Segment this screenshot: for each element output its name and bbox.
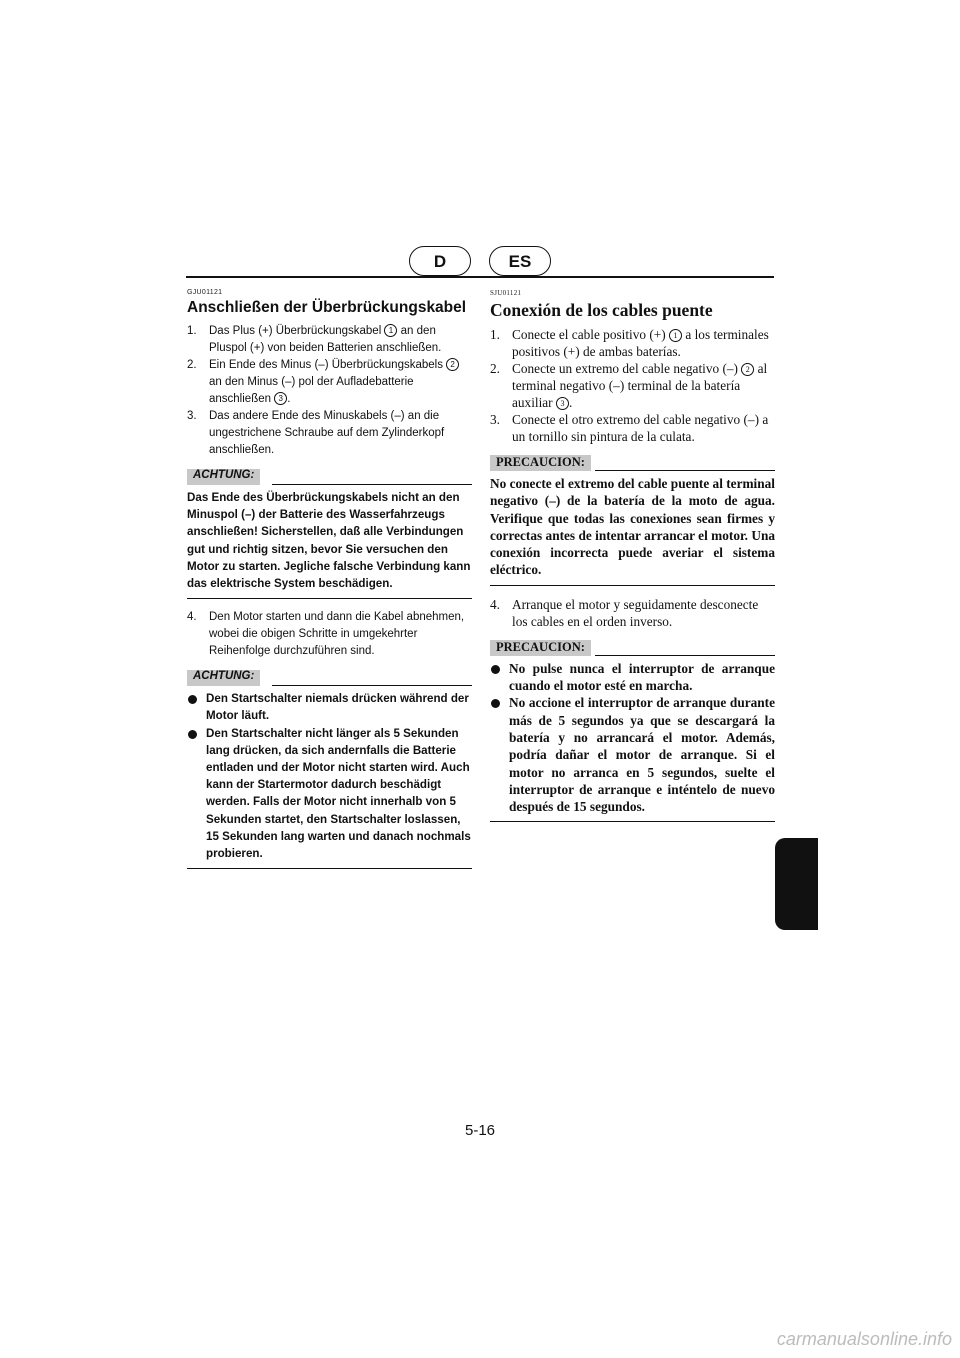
warning-header (490, 453, 775, 475)
section-code: GJU01121 (187, 289, 223, 296)
german-column (187, 289, 472, 879)
warning-header (490, 638, 775, 660)
steps-list-continued (187, 609, 472, 660)
header-rule (186, 276, 774, 278)
bullet-icon (188, 695, 197, 704)
warning-bullets (490, 660, 775, 823)
steps-list (187, 323, 472, 459)
bullet-icon (491, 665, 500, 674)
list-item: Den Startschalter nicht länger als 5 Sekunden lang drücken, da sich andernfalls die Batterie entladen und der Motor nicht starten wird. Auch kann der Startermotor dadurch beschädigt werden. Falls der Motor nicht innerhalb von 5 Sekunden startet, den Startschalter loslassen, 15 Sekunden lang warten und danach nochmals probieren. (187, 725, 472, 863)
warning-rule (595, 655, 775, 656)
spanish-column (490, 289, 775, 832)
step-3: 3. Conecte el otro extremo del cable negativo (–) a un tornillo sin pintura de la culata. (490, 412, 769, 444)
warning-rule (272, 484, 472, 485)
steps-list (490, 326, 775, 445)
warning-bullets (187, 690, 472, 869)
bullet-icon (188, 730, 197, 739)
language-tabs (186, 246, 774, 276)
page-number: 5-16 (464, 1122, 496, 1139)
tab-spanish: ES (489, 246, 551, 276)
step-2: 2. Conecte un extremo del cable negativo (–) 2 al terminal negativo (–) terminal de la batería auxiliar 3 . (490, 361, 768, 410)
step-4: 4. Den Motor starten und dann die Kabel abnehmen, wobei die obigen Schritte in umgekehrter Reihenfolge durchzuführen sind. (187, 611, 465, 658)
chapter-thumb-tab (775, 838, 818, 930)
callout-3-icon: 3 (556, 397, 569, 410)
list-item: No pulse nunca el interruptor de arranque cuando el motor esté en marcha. (490, 660, 775, 695)
list-item: No accione el interruptor de arranque durante más de 5 segundos ya que se descargará la batería y no arrancará el motor. Además, podría dañar el motor de arranque. Si el motor no arranca en 5 segundos, suelte el interruptor de arranque e inténtelo de nuevo después de 15 segundos. (490, 694, 775, 815)
tab-german: D (409, 246, 471, 276)
warning-rule (595, 470, 775, 471)
step-1: 1. Conecte el cable positivo (+) 1 a los terminales positivos (+) de ambas baterías. (490, 327, 769, 359)
callout-2-icon: 2 (741, 363, 754, 376)
section-code: SJU01121 (490, 289, 522, 297)
callout-1-icon: 1 (669, 329, 682, 342)
section-title: Anschließen der Überbrückungskabel (187, 299, 467, 316)
step-3: 3. Das andere Ende des Minuskabels (–) an die ungestrichene Schraube auf dem Zylinderkopf anschließen. (187, 410, 445, 456)
callout-1-icon: 1 (384, 324, 397, 337)
warning-text: Das Ende des Überbrückungskabels nicht an den Minuspol (–) der Batterie des Wasserfahrzeugs anschließen! Sicherstellen, daß alle Verbindungen gut und richtig sitzen, bevor Sie versuchen den Motor zu starten. Jegliche falsche Verbindung kann das elektrische System beschädigen. (187, 489, 472, 599)
step-1: 1. Das Plus (+) Überbrückungskabel 1 an den Pluspol (+) von beiden Batterien anschließen. (187, 325, 442, 354)
callout-3-icon: 3 (274, 392, 287, 405)
warning-label: PRECAUCION: (490, 640, 591, 656)
callout-2-icon: 2 (446, 358, 459, 371)
step-4: 4. Arranque el motor y seguidamente desconecte los cables en el orden inverso. (490, 596, 759, 629)
watermark: carmanualsonline.info (776, 1329, 952, 1349)
warning-label: ACHTUNG: (187, 670, 260, 686)
steps-list-continued (490, 596, 775, 630)
warning-rule (272, 685, 472, 686)
warning-label: ACHTUNG: (187, 469, 260, 485)
section-title: Conexión de los cables puente (490, 300, 713, 320)
step-2: 2. Ein Ende des Minus (–) Überbrückungskabels 2 an den Minus (–) pol der Aufladebatterie anschließen 3 . (187, 357, 472, 408)
warning-text: No conecte el extremo del cable puente al terminal negativo (–) de la batería de la moto de agua. Verifique que todas las conexiones sean firmes y correctas antes de intentar arrancar el motor. Una conexión incorrecta puede averiar el sistema eléctrico. (490, 475, 775, 586)
warning-header (187, 467, 472, 489)
list-item: Den Startschalter niemals drücken während der Motor läuft. (187, 690, 472, 724)
warning-label: PRECAUCION: (490, 455, 591, 471)
warning-header (187, 668, 472, 690)
bullet-icon (491, 699, 500, 708)
